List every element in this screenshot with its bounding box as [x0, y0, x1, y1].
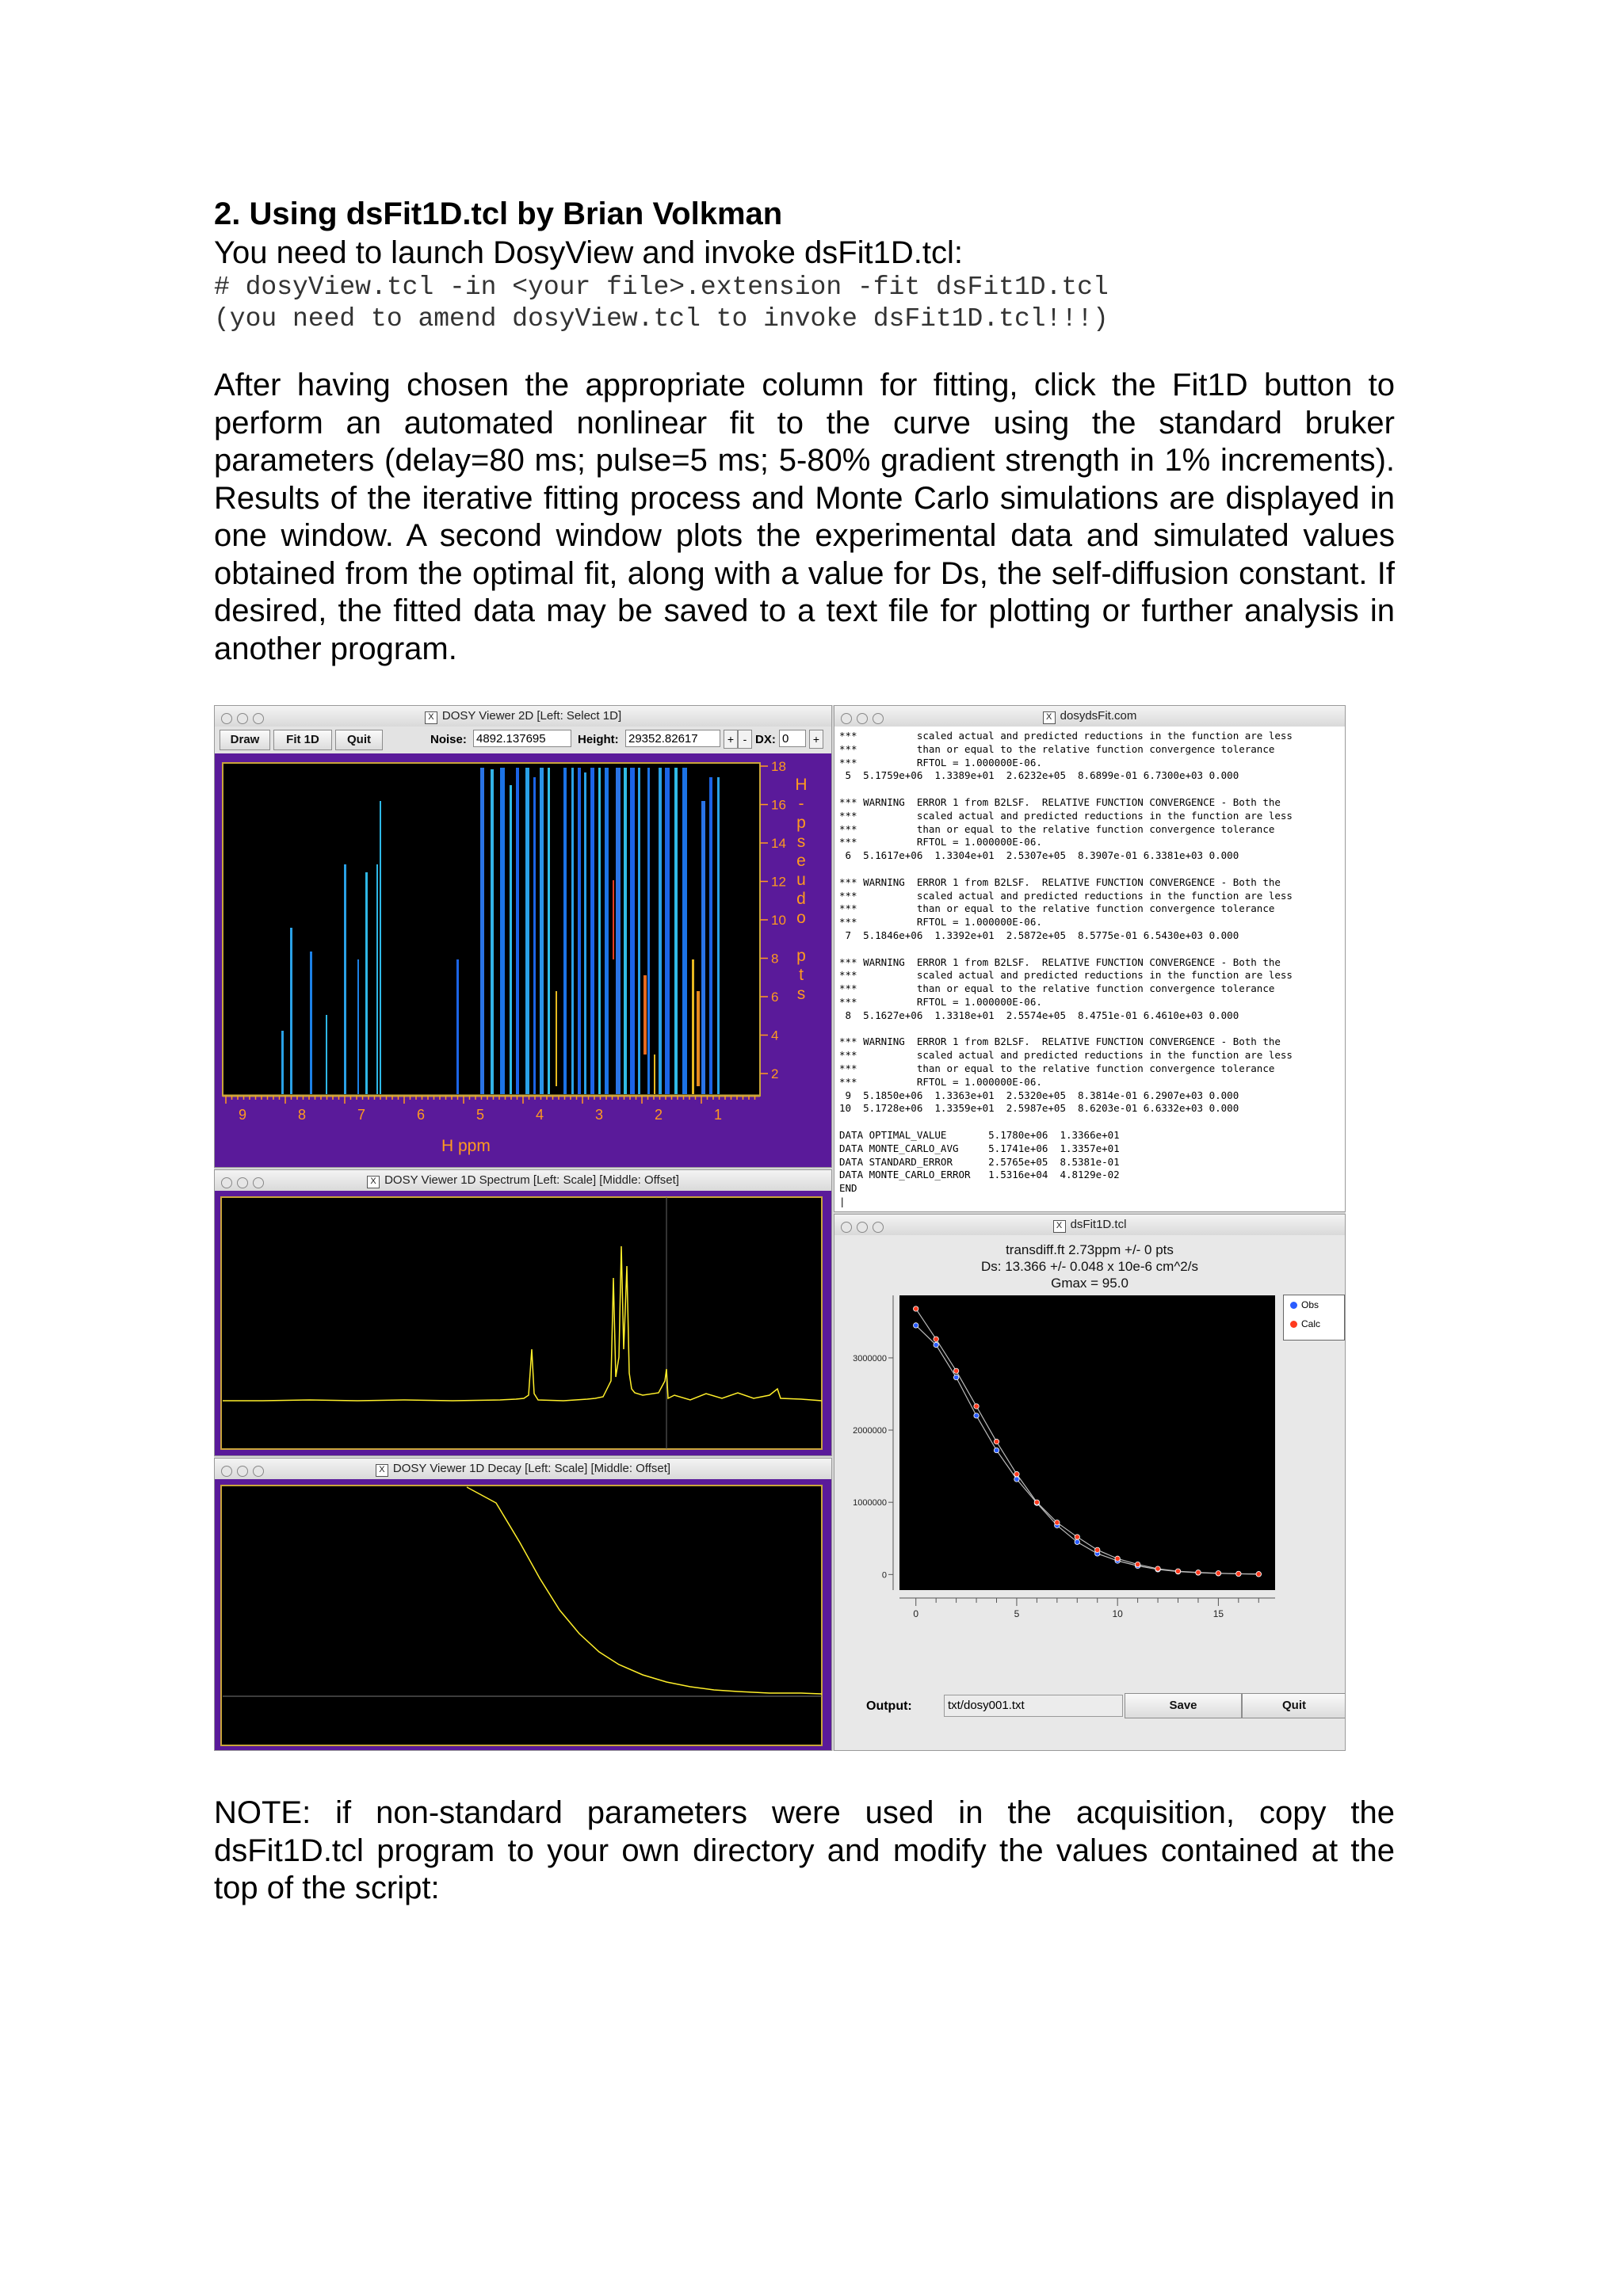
y-axis-char: d	[796, 890, 806, 908]
data-point-obs	[994, 1447, 999, 1452]
fit-file-line: transdiff.ft 2.73ppm +/- 0 pts	[1006, 1242, 1174, 1257]
x-tick-label: 8	[298, 1107, 307, 1123]
fit-ds-line: Ds: 13.366 +/- 0.048 x 10e-6 cm^2/s	[981, 1259, 1198, 1274]
y-axis-char: u	[796, 871, 806, 889]
data-point-calc	[1256, 1572, 1261, 1577]
data-point-calc	[994, 1439, 999, 1444]
title-bar[interactable]	[215, 1170, 831, 1192]
y-axis-char	[793, 928, 809, 947]
intro-line: You need to launch DosyView and invoke dsFit1D.tcl:	[214, 235, 964, 270]
data-point-calc	[934, 1337, 938, 1341]
data-point-obs	[974, 1413, 979, 1418]
save-button[interactable]: Save	[1125, 1693, 1242, 1718]
data-point-calc	[1175, 1569, 1180, 1573]
y-axis-label	[793, 776, 809, 1004]
x-tick-label: 4	[536, 1107, 544, 1123]
viewer-2d-canvas[interactable]	[215, 753, 832, 1168]
decay-canvas[interactable]	[215, 1479, 832, 1751]
note-section	[214, 1794, 1395, 1908]
data-point-calc	[1014, 1471, 1019, 1476]
y-tick-label: 8	[771, 951, 779, 967]
y-axis-ticks	[760, 759, 786, 1081]
output-field[interactable]: txt/dosy001.txt	[944, 1695, 1123, 1717]
draw-button[interactable]: Draw	[220, 730, 270, 750]
chart-legend	[1283, 1295, 1345, 1341]
y-axis-char: o	[796, 909, 806, 927]
x-tick-label: 5	[1014, 1608, 1020, 1619]
section-heading: 2. Using dsFit1D.tcl by Brian Volkman	[214, 196, 783, 231]
dosy-viewer-2d-window	[214, 705, 832, 1168]
quit-button[interactable]: Quit	[1242, 1693, 1346, 1718]
spectrum-canvas[interactable]	[215, 1191, 832, 1456]
x11-icon: X	[1043, 711, 1056, 724]
dx-field[interactable]: 0	[779, 730, 806, 747]
title-bar[interactable]	[834, 1215, 1345, 1236]
terminal-window	[834, 705, 1346, 1212]
x-tick-label: 10	[1112, 1608, 1123, 1619]
fit-gmax-line: Gmax = 95.0	[1051, 1276, 1128, 1291]
window-title: DOSY Viewer 1D Spectrum [Left: Scale] [Middle: Offset]	[384, 1173, 679, 1187]
data-point-calc	[974, 1404, 979, 1409]
x-tick-label: 5	[476, 1107, 485, 1123]
y-tick-label: 18	[771, 759, 786, 774]
viewer-toolbar	[215, 727, 831, 753]
x-tick-label: 6	[417, 1107, 426, 1123]
y-tick-label: 2000000	[853, 1426, 887, 1436]
data-point-calc	[914, 1306, 918, 1311]
data-point-calc	[1055, 1520, 1060, 1525]
y-axis-char: p	[796, 814, 806, 832]
title-bar[interactable]	[215, 706, 831, 727]
x-tick-label: 0	[913, 1608, 919, 1619]
quit-button[interactable]: Quit	[335, 730, 383, 750]
height-minus-button[interactable]: -	[738, 730, 752, 749]
y-tick-label: 14	[771, 836, 786, 851]
output-label: Output:	[866, 1699, 912, 1713]
height-plus-button[interactable]: +	[724, 730, 738, 749]
data-point-calc	[1115, 1556, 1120, 1561]
x-tick-label: 3	[595, 1107, 604, 1123]
spectrum-1d-window	[214, 1169, 832, 1456]
decay-1d-window	[214, 1458, 832, 1751]
legend-obs: Obs	[1284, 1295, 1344, 1314]
fit-1d-button[interactable]: Fit 1D	[273, 730, 332, 750]
data-point-obs	[1075, 1539, 1079, 1544]
plot-area	[899, 1295, 1275, 1590]
dx-label: DX:	[755, 733, 776, 746]
height-label: Height:	[578, 733, 619, 746]
height-field[interactable]: 29352.82617	[625, 730, 720, 747]
data-point-obs	[914, 1323, 918, 1328]
window-title: DOSY Viewer 2D [Left: Select 1D]	[441, 709, 622, 723]
y-tick-label: 1000000	[853, 1498, 887, 1508]
fit-panel	[834, 1235, 1345, 1750]
description-paragraph: After having chosen the appropriate column for fitting, click the Fit1D button to perform an automated nonlinear fit to the curve using the standard bruker parameters (delay=80 ms; pulse=5 ms; 5-80% gradient strength in 1% increments). Results of the iterative fitting process and Monte Carlo simulations are displayed in one window. A second window plots the experimental data and simulated values obtained from the optimal fit, along with a value for Ds, the self-diffusion constant. If desired, the fitted data may be saved to a text file for plotting or further analysis in another program.	[214, 368, 1395, 666]
x-tick-label: 15	[1212, 1608, 1224, 1619]
data-point-calc	[1155, 1566, 1160, 1571]
data-point-calc	[1196, 1570, 1201, 1575]
noise-label: Noise:	[430, 733, 467, 746]
x11-icon: X	[425, 711, 437, 724]
title-bar[interactable]	[215, 1459, 831, 1480]
data-point-calc	[1135, 1562, 1140, 1566]
data-point-calc	[1095, 1547, 1100, 1552]
window-title: DOSY Viewer 1D Decay [Left: Scale] [Middle: Offset]	[392, 1462, 671, 1475]
data-point-obs	[1014, 1477, 1019, 1482]
y-tick-label: 3000000	[853, 1353, 887, 1363]
y-axis-char: H	[795, 776, 808, 794]
y-axis-char: t	[799, 966, 804, 984]
code-line-2: (you need to amend dosyView.tcl to invoke dsFit1D.tcl!!!)	[214, 304, 1109, 334]
spectrum-plot	[215, 1191, 832, 1456]
x-tick-label: 1	[714, 1107, 723, 1123]
y-tick-label: 16	[771, 797, 786, 813]
dsfit1d-window	[834, 1214, 1346, 1751]
y-tick-label: 4	[771, 1028, 779, 1043]
window-title: dosydsFit.com	[1060, 709, 1137, 723]
x-axis-label: H ppm	[441, 1137, 491, 1155]
y-tick-label: 6	[771, 990, 779, 1005]
window-title: dsFit1D.tcl	[1070, 1218, 1127, 1231]
decay-plot	[215, 1479, 832, 1751]
data-point-calc	[1075, 1535, 1079, 1539]
document-body	[214, 194, 1395, 668]
data-point-obs	[953, 1375, 958, 1379]
x11-icon: X	[1053, 1220, 1066, 1233]
fit-chart	[834, 1295, 1346, 1668]
x-tick-label: 9	[239, 1107, 247, 1123]
x-tick-label: 7	[357, 1107, 366, 1123]
y-tick-label: 0	[881, 1570, 887, 1581]
y-tick-label: 2	[771, 1066, 779, 1081]
legend-calc: Calc	[1284, 1314, 1344, 1333]
screenshot-composite	[214, 705, 1346, 1751]
data-point-calc	[1034, 1500, 1039, 1505]
y-axis-char: e	[796, 852, 806, 870]
data-point-calc	[1216, 1570, 1220, 1575]
y-tick-label: 10	[771, 913, 786, 928]
y-axis-char: -	[798, 795, 804, 813]
noise-field[interactable]: 4892.137695	[473, 730, 571, 747]
x11-icon: X	[367, 1176, 380, 1188]
code-line-1: # dosyView.tcl -in <your file>.extension -fit dsFit1D.tcl	[214, 273, 1109, 302]
dx-plus-button[interactable]: +	[809, 730, 823, 749]
data-point-calc	[953, 1368, 958, 1373]
y-tick-label: 12	[771, 874, 786, 890]
x-axis-ticks	[226, 1096, 755, 1123]
data-point-calc	[1236, 1571, 1241, 1576]
note-paragraph: NOTE: if non-standard parameters were used in the acquisition, copy the dsFit1D.tcl program to your own directory and modify the values contained at the top of the script:	[214, 1795, 1395, 1905]
dosy-2d-plot	[215, 753, 832, 1168]
y-axis-char: s	[796, 833, 806, 851]
x11-icon: X	[376, 1464, 388, 1477]
y-axis-char: p	[796, 947, 806, 965]
title-bar[interactable]	[834, 706, 1345, 727]
y-axis-char: s	[796, 985, 806, 1003]
data-point-obs	[934, 1342, 938, 1347]
x-tick-label: 2	[655, 1107, 663, 1123]
terminal-output[interactable]: *** scaled actual and predicted reductions in the function are less *** than or equal to the relative function convergence tolerance *** RFTOL = 1.000000E-06. 5 5.1759e+06 1.3389e+01 2.6232e+05 8.6899e-01 6.7300e+03 0.000 *** WARNING ERROR 1 from B2LSF. RELATIVE FUNCTION CONVERGENCE - Both the *** scaled actual and predicted reductions in the function are less *** than or equal to the relative function convergence tolerance *** RFTOL = 1.000000E-06. 6 5.1617e+06 1.3304e+01 2.5307e+05 8.3907e-01 6.3381e+03 0.000 *** WARNING ERROR 1 from B2LSF. RELATIVE FUNCTION CONVERGENCE - Both the *** scaled actual and predicted reductions in the function are less *** than or equal to the relative function convergence tolerance *** RFTOL = 1.000000E-06. 7 5.1846e+06 1.3392e+01 2.5872e+05 8.5775e-01 6.5430e+03 0.000 *** WARNING ERROR 1 from B2LSF. RELATIVE FUNCTION CONVERGENCE - Both the *** scaled actual and predicted reductions in the function are less *** than or equal to the relative function convergence tolerance *** RFTOL = 1.000000E-06. 8 5.1627e+06 1.3318e+01 2.5574e+05 8.4751e-01 6.4610e+03 0.000 *** WARNING ERROR 1 from B2LSF. RELATIVE FUNCTION CONVERGENCE - Both the *** scaled actual and predicted reductions in the function are less *** than or equal to the relative function convergence tolerance *** RFTOL = 1.000000E-06. 9 5.1850e+06 1.3363e+01 2.5320e+05 8.3814e-01 6.2907e+03 0.000 10 5.1728e+06 1.3359e+01 2.5987e+05 8.6203e-01 6.6332e+03 0.000 DATA OPTIMAL_VALUE 5.1780e+06 1.3366e+01 DATA MONTE_CARLO_AVG 5.1741e+06 1.3357e+01 DATA STANDARD_ERROR 2.5765e+05 8.5381e-01 DATA MONTE_CARLO_ERROR 1.5316e+04 4.8129e-02 END |	[834, 727, 1345, 1211]
